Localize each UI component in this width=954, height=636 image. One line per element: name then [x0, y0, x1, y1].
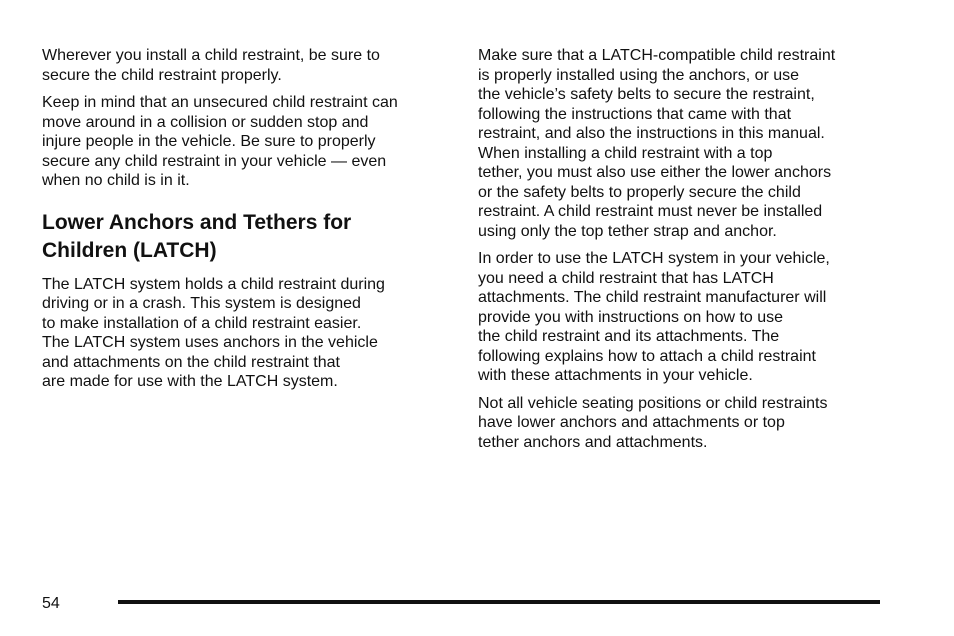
text-line: Make sure that a LATCH-compatible child restraint — [478, 47, 836, 64]
text-line: restraint, and also the instructions in this manual. — [478, 125, 825, 142]
text-line: When installing a child restraint with a top — [478, 144, 773, 162]
text-line: to make installation of a child restraint easier. — [42, 314, 362, 332]
heading-line: Lower Anchors and Tethers for — [42, 210, 352, 234]
text-line: The LATCH system uses anchors in the vehicle — [42, 334, 378, 351]
text-line: and attachments on the child restraint that — [42, 353, 340, 371]
text-line: is properly installed using the anchors, or use — [478, 66, 800, 84]
text-line: following the instructions that came with that — [478, 105, 792, 123]
text-line: following explains how to attach a child restraint — [478, 347, 816, 365]
page-number: 54 — [42, 595, 60, 612]
paragraph-using-latch — [478, 249, 888, 386]
right-column — [478, 46, 888, 460]
section-heading — [42, 209, 442, 265]
text-line: or the safety belts to properly secure the child — [478, 183, 801, 201]
text-line: you need a child restraint that has LATCH — [478, 269, 774, 287]
text-line: secure any child restraint in your vehicle — even — [42, 152, 387, 170]
paragraph-latch-compatible — [478, 46, 888, 241]
text-line: The LATCH system holds a child restraint during — [42, 275, 385, 293]
text-line: provide you with instructions on how to use — [478, 308, 784, 326]
text-line: injure people in the vehicle. Be sure to properly — [42, 133, 376, 150]
text-line: using only the top tether strap and anchor. — [478, 222, 777, 240]
text-line: restraint. A child restraint must never be installed — [478, 203, 823, 220]
text-line: Not all vehicle seating positions or child restraints — [478, 394, 828, 412]
paragraph-install-properly — [42, 46, 442, 85]
text-line: when no child is in it. — [42, 172, 190, 189]
text-line: the vehicle’s safety belts to secure the restraint, — [478, 86, 815, 103]
text-line: tether anchors and attachments. — [478, 433, 708, 451]
text-line: move around in a collision or sudden stop and — [42, 113, 369, 131]
text-line: secure the child restraint properly. — [42, 66, 282, 84]
text-line: Wherever you install a child restraint, be sure to — [42, 47, 380, 64]
text-line: In order to use the LATCH system in your vehicle, — [478, 250, 830, 267]
text-line: have lower anchors and attachments or top — [478, 414, 785, 431]
text-line: the child restraint and its attachments. The — [478, 328, 780, 345]
footer-rule — [118, 600, 880, 604]
text-line: with these attachments in your vehicle. — [478, 367, 753, 384]
text-line: attachments. The child restraint manufacturer will — [478, 289, 827, 306]
left-column — [42, 46, 442, 400]
text-line: tether, you must also use either the lower anchors — [478, 164, 832, 181]
paragraph-not-all-positions — [478, 394, 888, 453]
text-line: driving or in a crash. This system is designed — [42, 295, 361, 312]
heading-line: Children (LATCH) — [42, 238, 217, 262]
paragraph-latch-system — [42, 275, 442, 392]
paragraph-unsecured-restraint — [42, 93, 442, 191]
text-line: are made for use with the LATCH system. — [42, 373, 338, 390]
text-line: Keep in mind that an unsecured child restraint can — [42, 94, 398, 111]
